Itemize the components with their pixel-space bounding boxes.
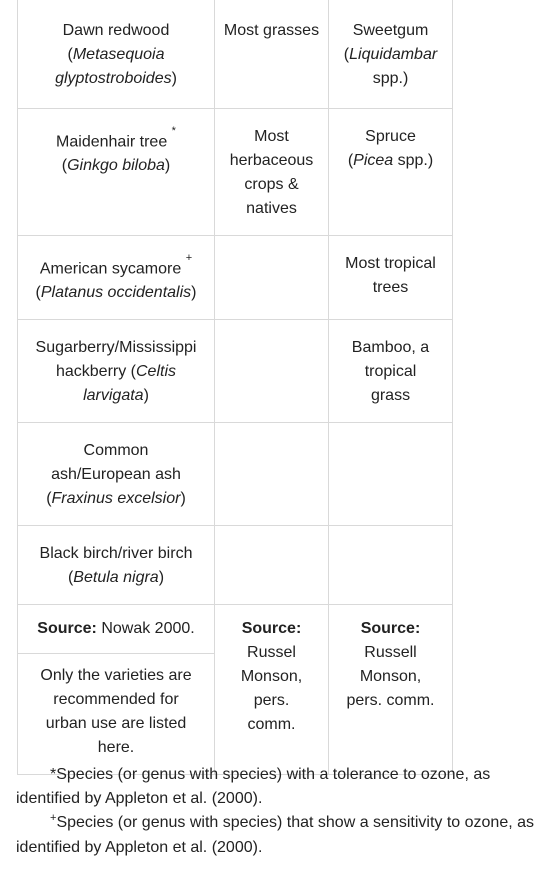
scientific-name: Fraxinus excelsior bbox=[51, 490, 181, 508]
scientific-name: Celtis larvigata bbox=[83, 363, 177, 405]
ozone-tolerant-marker: * bbox=[171, 125, 176, 137]
species-text: Most tropical trees bbox=[345, 255, 436, 296]
common-name: Dawn redwood bbox=[62, 22, 170, 39]
common-name: American sycamore bbox=[39, 260, 182, 278]
table-cell bbox=[215, 320, 329, 423]
table-cell bbox=[215, 236, 329, 320]
common-name: Sweetgum bbox=[352, 22, 429, 39]
scientific-name: Betula nigra bbox=[73, 569, 159, 587]
table-cell bbox=[329, 320, 453, 423]
table-cell: Dawn redwood (Metasequoia glyptostroboides) bbox=[18, 0, 215, 109]
table-cell bbox=[18, 654, 215, 775]
table-row bbox=[18, 320, 453, 423]
source-label: Source: bbox=[37, 620, 97, 638]
common-name: Black birch/river birch bbox=[39, 545, 193, 563]
table-cell: Sweetgum (Liquidambar spp.) bbox=[329, 0, 453, 109]
table-cell bbox=[329, 526, 453, 605]
footnote bbox=[16, 811, 538, 860]
ozone-species-table bbox=[17, 0, 453, 775]
common-name: Spruce bbox=[365, 128, 416, 145]
table-row bbox=[18, 236, 453, 320]
species-text: Most grasses bbox=[223, 22, 320, 39]
source-note: Only the varieties are recommended for urban use are listed here. bbox=[40, 667, 192, 757]
scientific-name: Platanus occidentalis bbox=[40, 284, 192, 302]
table-cell bbox=[329, 605, 453, 775]
source-text: Nowak 2000. bbox=[101, 620, 195, 638]
table-cell: American sycamore + (Platanus occidentalis) bbox=[18, 236, 215, 320]
table-row bbox=[18, 423, 453, 526]
scientific-name: Metasequoia glyptostroboides bbox=[55, 46, 172, 87]
ozone-sensitive-marker: + bbox=[185, 252, 193, 264]
footnote-text: Species (or genus with species) that show a sensitivity to ozone, as identified by Appleton et al. (2000). bbox=[16, 814, 535, 856]
scientific-name: Liquidambar bbox=[349, 46, 438, 63]
table-cell bbox=[329, 236, 453, 320]
table-row bbox=[18, 526, 453, 605]
scientific-name: Picea bbox=[353, 152, 394, 169]
footnote bbox=[16, 763, 538, 811]
scientific-name: Ginkgo biloba bbox=[67, 157, 165, 175]
species-text: Bamboo, a tropical grass bbox=[351, 339, 430, 405]
source-label: Source: bbox=[360, 620, 421, 638]
table-cell bbox=[215, 605, 329, 775]
table-cell: Spruce (Picea spp.) bbox=[329, 109, 453, 236]
table-row bbox=[18, 109, 453, 236]
common-name: Sugarberry/Mississippi hackberry bbox=[35, 339, 197, 381]
common-name: Common ash/European ash bbox=[51, 442, 181, 484]
table-cell: Sugarberry/Mississippi hackberry (Celtis larvigata) bbox=[18, 320, 215, 423]
common-name: Maidenhair tree bbox=[56, 133, 168, 151]
source-text: Russell Monson, pers. comm. bbox=[346, 644, 435, 710]
ozone-tolerant-marker: * bbox=[50, 766, 57, 783]
table-cell bbox=[215, 423, 329, 526]
table-cell: Black birch/river birch (Betula nigra) bbox=[18, 526, 215, 605]
table-cell bbox=[215, 109, 329, 236]
table-cell bbox=[329, 423, 453, 526]
table-cell: Common ash/European ash (Fraxinus excelsior) bbox=[18, 423, 215, 526]
ozone-sensitive-marker: + bbox=[50, 812, 57, 824]
table-cell: Maidenhair tree * (Ginkgo biloba) bbox=[18, 109, 215, 236]
source-row bbox=[18, 605, 453, 654]
footnote-text: Species (or genus with species) with a tolerance to ozone, as identified by Appleton et al. (2000). bbox=[16, 766, 491, 807]
source-text: Russel Monson, pers. comm. bbox=[240, 644, 303, 734]
source-label: Source: bbox=[241, 620, 302, 638]
table-cell bbox=[18, 605, 215, 654]
species-text: Most herbaceous crops & natives bbox=[229, 128, 314, 217]
footnotes bbox=[16, 763, 538, 860]
table-row bbox=[18, 0, 453, 109]
table-cell bbox=[215, 526, 329, 605]
table-cell bbox=[215, 0, 329, 109]
